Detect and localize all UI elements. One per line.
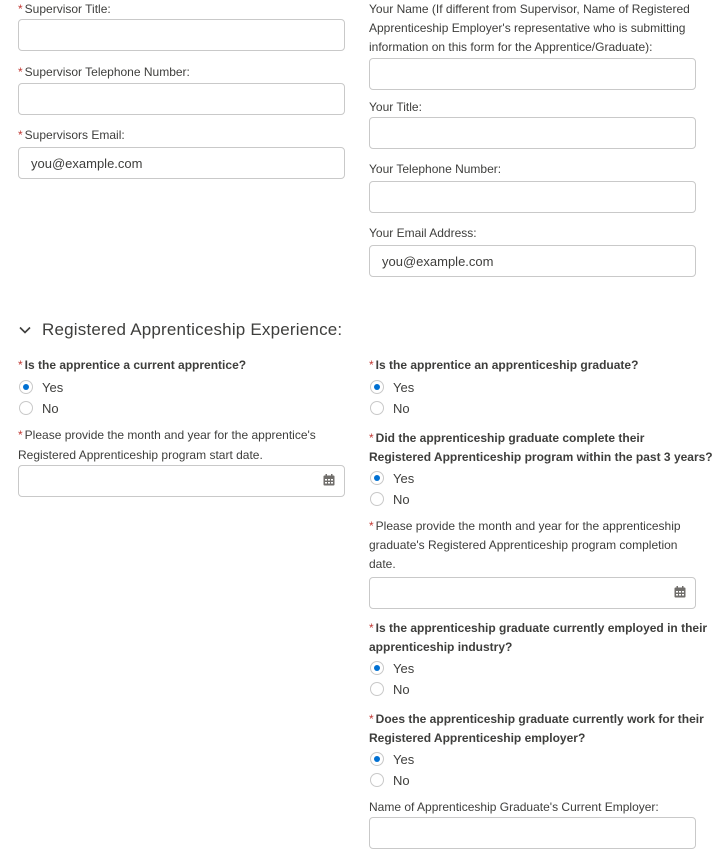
graduate-no-radio[interactable]: No [370,399,410,417]
supervisor-title-input[interactable] [18,19,345,51]
employed-industry-no-radio[interactable]: No [370,680,410,698]
supervisor-title-label: * Supervisor Title: [18,2,111,16]
employed-industry-label: * Is the apprenticeship graduate currently employed in their apprenticeship industry? [369,621,708,654]
current-apprentice-no-radio[interactable]: No [19,399,59,417]
section-title: Registered Apprenticeship Experience: [42,320,343,339]
supervisor-email-label: * Supervisors Email: [18,128,125,142]
section-header[interactable] [18,318,342,342]
completion-date-input[interactable] [369,577,696,609]
within-3-years-yes-radio[interactable]: Yes [370,469,414,487]
your-title-label: Your Title: [369,100,422,114]
current-employer-input[interactable] [369,817,696,849]
current-apprentice-label: * Is the apprentice a current apprentice? [18,358,247,372]
work-employer-no-radio[interactable]: No [370,771,410,789]
graduate-yes-radio[interactable]: Yes [370,378,414,396]
your-name-input[interactable] [369,58,696,90]
current-employer-label: Name of Apprenticeship Graduate's Current Employer: [369,800,659,814]
your-name-label: Your Name (If different from Supervisor, Name of Registered Apprenticeship Employer's representative who is submitting information on this form for the Apprentice/Graduate): [369,2,690,54]
your-phone-label: Your Telephone Number: [369,162,502,176]
employed-industry-yes-radio[interactable]: Yes [370,659,414,677]
supervisor-email-input[interactable] [18,147,345,179]
work-employer-label: * Does the apprenticeship graduate currently work for their Registered Apprenticeship employer? [369,712,704,745]
within-3-years-no-radio[interactable]: No [370,490,410,508]
calendar-icon[interactable] [323,474,335,486]
supervisor-phone-label: * Supervisor Telephone Number: [18,65,190,79]
your-title-input[interactable] [369,117,696,149]
within-3-years-label: * Did the apprenticeship graduate complete their Registered Apprenticeship program within the past 3 years? [369,431,713,464]
start-date-input[interactable] [18,465,345,497]
current-apprentice-yes-radio[interactable]: Yes [19,378,63,396]
graduate-label: * Is the apprentice an apprenticeship graduate? [369,358,639,372]
work-employer-yes-radio[interactable]: Yes [370,750,414,768]
completion-date-label: * Please provide the month and year for the apprenticeship graduate's Registered Apprenticeship program completion date. [369,519,681,571]
start-date-picker[interactable] [18,465,345,497]
your-email-input[interactable] [369,245,696,277]
calendar-icon[interactable] [674,586,686,598]
your-phone-input[interactable] [369,181,696,213]
start-date-label: * Please provide the month and year for the apprentice's Registered Apprenticeship program start date. [18,428,316,462]
completion-date-picker[interactable] [369,577,696,609]
supervisor-phone-input[interactable] [18,83,345,115]
chevron-down-icon [18,323,32,337]
your-email-label: Your Email Address: [369,226,477,240]
